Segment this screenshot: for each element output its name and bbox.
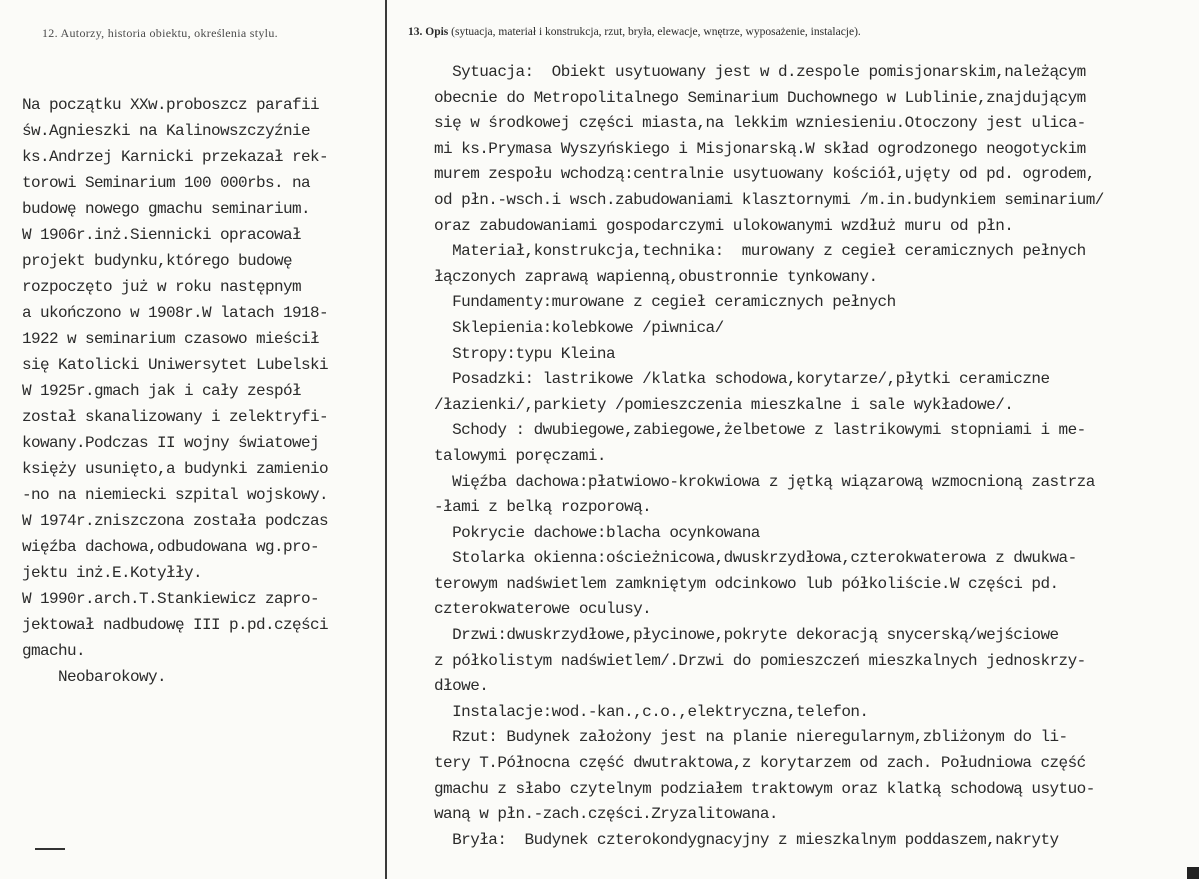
history-text bbox=[22, 92, 382, 690]
corner-mark bbox=[1187, 867, 1199, 879]
history-line: kowany.Podczas II wojny światowej bbox=[22, 434, 320, 452]
description-line: -łami z belką rozporową. bbox=[434, 498, 652, 517]
description-line: obecnie do Metropolitalnego Seminarium Duchownego w Lublinie,znajdującym bbox=[434, 88, 1086, 107]
footer-rule bbox=[35, 848, 65, 850]
description-line: talowymi poręczami. bbox=[434, 446, 606, 465]
description-line: mi ks.Prymasa Wyszyńskiego i Misjonarską.W skład ogrodzonego neogotyckim bbox=[434, 139, 1086, 158]
description-line: się w środkowej części miasta,na lekkim wzniesieniu.Otoczony jest ulica- bbox=[434, 114, 1086, 133]
history-line: Neobarokowy. bbox=[22, 668, 167, 686]
right-column bbox=[387, 0, 1199, 879]
history-line: św.Agnieszki na Kalinowszczyźnie bbox=[22, 122, 311, 140]
history-line: jektował nadbudowę III p.pd.części bbox=[22, 616, 329, 634]
description-line: Pokrycie dachowe:blacha ocynkowana bbox=[434, 523, 760, 542]
description-line: Materiał,konstrukcja,technika: murowany z cegieł ceramicznych pełnych bbox=[434, 242, 1086, 261]
description-line: Sklepienia:kolebkowe /piwnica/ bbox=[434, 318, 724, 337]
description-line: waną w płn.-zach.części.Zryzalitowana. bbox=[434, 805, 778, 824]
description-line: dłowe. bbox=[434, 677, 489, 696]
description-line: Więźba dachowa:płatwiowo-krokwiowa z jętką wiązarową wzmocnioną zastrza bbox=[434, 472, 1095, 491]
description-line: terowym nadświetlem zamkniętym odcinkowo lub półkoliście.W części pd. bbox=[434, 574, 1059, 593]
history-line: księży usunięto,a budynki zamienio bbox=[22, 460, 329, 478]
description-line: Instalacje:wod.-kan.,c.o.,elektryczna,telefon. bbox=[434, 702, 869, 721]
description-line: tery T.Północna część dwutraktowa,z korytarzem od zach. Południowa część bbox=[434, 754, 1086, 773]
description-line: Drzwi:dwuskrzydłowe,płycinowe,pokryte dekoracją snycerską/wejściowe bbox=[434, 626, 1059, 645]
description-line: Stolarka okienna:ościeżnicowa,dwuskrzydłowa,czterokwaterowa z dwukwa- bbox=[434, 549, 1077, 568]
description-line: czterokwaterowe oculusy. bbox=[434, 600, 652, 619]
history-line: budowę nowego gmachu seminarium. bbox=[22, 200, 311, 218]
description-line: Schody : dwubiegowe,zabiegowe,żelbetowe z lastrikowymi stopniami i me- bbox=[434, 421, 1086, 440]
history-line: więźba dachowa,odbudowana wg.pro- bbox=[22, 538, 320, 556]
description-text bbox=[434, 60, 1199, 853]
description-line: Stropy:typu Kleina bbox=[434, 344, 616, 363]
description-line: łączonych zaprawą wapienną,obustronnie tynkowany. bbox=[434, 267, 878, 286]
right-header-rest: (sytuacja, materiał i konstrukcja, rzut, bryła, elewacje, wnętrze, wyposażenie, instalacje). bbox=[448, 26, 861, 38]
description-line: z półkolistym nadświetlem/.Drzwi do pomieszczeń mieszkalnych jednoskrzy- bbox=[434, 651, 1086, 670]
description-line: Posadzki: lastrikowe /klatka schodowa,korytarze/,płytki ceramiczne bbox=[434, 370, 1050, 389]
history-line: rozpoczęto już w roku następnym bbox=[22, 278, 302, 296]
description-line: Fundamenty:murowane z cegieł ceramicznych pełnych bbox=[434, 293, 896, 312]
history-line: W 1925r.gmach jak i cały zespół bbox=[22, 382, 302, 400]
history-line: projekt budynku,którego budowę bbox=[22, 252, 293, 270]
description-line: gmachu z słabo czytelnym podziałem traktowym oraz klatką schodową usytuo- bbox=[434, 779, 1095, 798]
history-line: jektu inż.E.Kotyłły. bbox=[22, 564, 203, 582]
history-line: W 1974r.zniszczona została podczas bbox=[22, 512, 329, 530]
description-line: Bryła: Budynek czterokondygnacyjny z mieszkalnym poddaszem,nakryty bbox=[434, 830, 1059, 849]
history-line: torowi Seminarium 100 000rbs. na bbox=[22, 174, 311, 192]
history-line: gmachu. bbox=[22, 642, 86, 660]
history-line: a ukończono w 1908r.W latach 1918- bbox=[22, 304, 329, 322]
history-line: 1922 w seminarium czasowo mieścił bbox=[22, 330, 320, 348]
description-line: od płn.-wsch.i wsch.zabudowaniami klasztornymi /m.in.budynkiem seminarium/ bbox=[434, 190, 1104, 209]
history-line: Na początku XXw.proboszcz parafii bbox=[22, 96, 320, 114]
description-line: Rzut: Budynek założony jest na planie nieregularnym,zbliżonym do li- bbox=[434, 728, 1068, 747]
history-line: się Katolicki Uniwersytet Lubelski bbox=[22, 356, 329, 374]
left-column-header: 12. Autorzy, historia obiektu, określenia stylu. bbox=[42, 26, 278, 40]
history-line: W 1990r.arch.T.Stankiewicz zapro- bbox=[22, 590, 320, 608]
right-header-number: 13. Opis bbox=[408, 26, 449, 38]
left-column bbox=[0, 0, 385, 879]
description-line: murem zespołu wchodzą:centralnie usytuowany kościół,ujęty od pd. ogrodem, bbox=[434, 165, 1095, 184]
right-column-header bbox=[408, 26, 861, 38]
description-line: /łazienki/,parkiety /pomieszczenia mieszkalne i sale wykładowe/. bbox=[434, 395, 1014, 414]
history-line: -no na niemiecki szpital wojskowy. bbox=[22, 486, 329, 504]
history-line: został skanalizowany i zelektryfi- bbox=[22, 408, 329, 426]
description-line: Sytuacja: Obiekt usytuowany jest w d.zespole pomisjonarskim,należącym bbox=[434, 63, 1086, 81]
description-line: oraz zabudowaniami gospodarczymi ulokowanymi wzdłuż muru od płn. bbox=[434, 216, 1014, 235]
history-line: W 1906r.inż.Siennicki opracował bbox=[22, 226, 302, 244]
history-line: ks.Andrzej Karnicki przekazał rek- bbox=[22, 148, 329, 166]
